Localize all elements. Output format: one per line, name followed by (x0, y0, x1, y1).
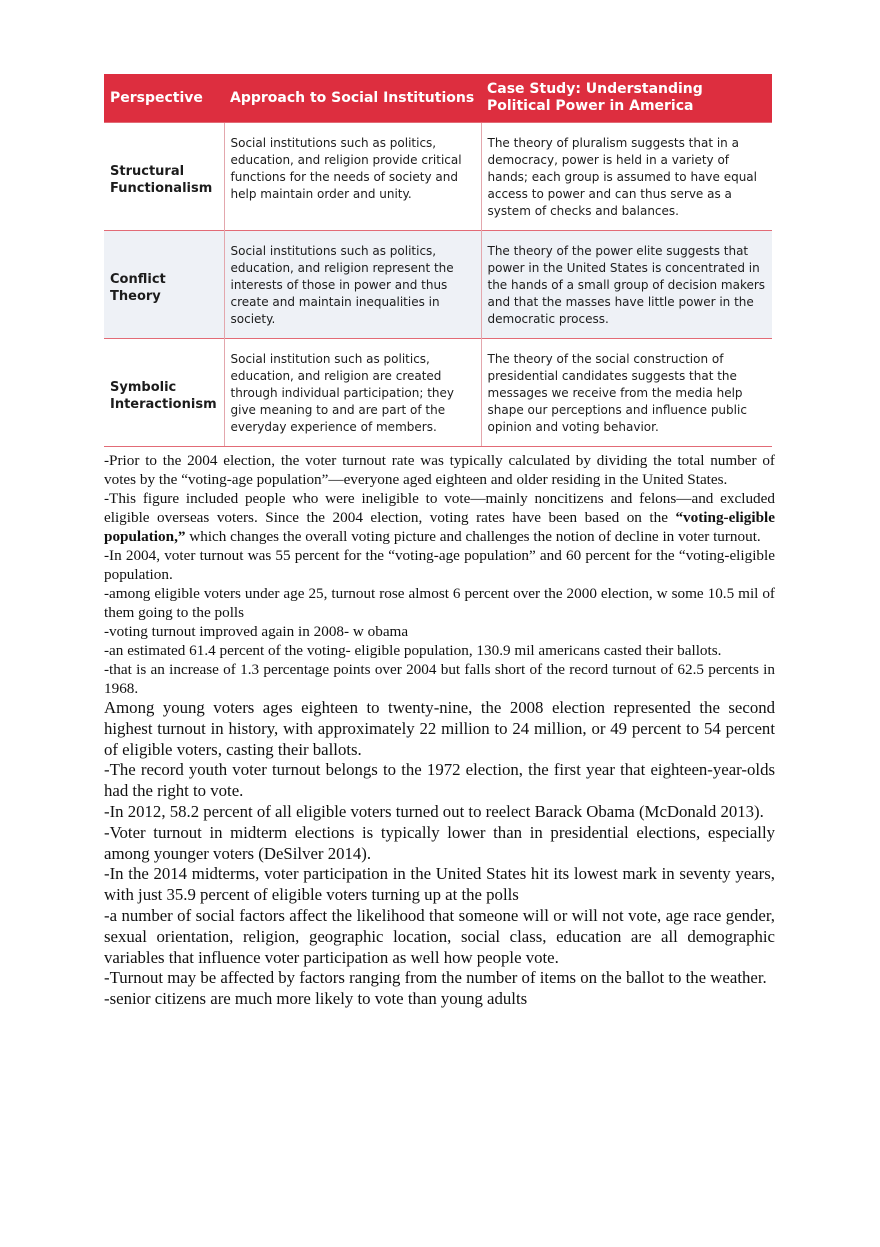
table-row (104, 231, 772, 339)
note-paragraph (104, 489, 775, 546)
row-approach: Social institution such as politics, education, and religion are created through individual participation; they give meaning to and are part of the everyday experience of members. (224, 339, 481, 447)
row-approach: Social institutions such as politics, education, and religion represent the interests of those in power and thus create and maintain inequalities in society. (224, 231, 481, 339)
note-text: -This figure included people who were ineligible to vote—mainly noncitizens and felons—and excluded eligible overseas voters. Since the 2004 election, voting rates have been based on the (104, 490, 775, 526)
note-paragraph: -In 2004, voter turnout was 55 percent for the “voting-age population” and 60 percent for the “voting-eligible population. (104, 547, 775, 583)
note-paragraph: -a number of social factors affect the likelihood that someone will or will not vote, age race gender, sexual orientation, religion, geographic location, social class, education are all demographic variables that influence voter participation as well how people vote. (104, 905, 775, 967)
note-paragraph: -The record youth voter turnout belongs to the 1972 election, the first year that eighteen-year-olds had the right to vote. (104, 760, 775, 801)
note-bold-term: “voting-eligible population,” (104, 509, 775, 545)
notes-body (104, 451, 775, 1010)
note-paragraph: -that is an increase of 1.3 percentage points over 2004 but falls short of the record turnout of 62.5 percents in 1968. (104, 661, 775, 697)
row-case-study: The theory of the social construction of presidential candidates suggests that the messages we receive from the media help shape our perceptions and influence public opinion and voting behavior. (481, 339, 772, 447)
table-row (104, 339, 772, 447)
note-paragraph: -Voter turnout in midterm elections is typically lower than in presidential elections, especially among younger voters (DeSilver 2014). (104, 822, 775, 863)
row-perspective: Structural Functionalism (104, 123, 224, 231)
note-text: which changes the overall voting picture and challenges the notion of decline in voter turnout. (185, 528, 761, 545)
row-perspective: Symbolic Interactionism (104, 339, 224, 447)
note-paragraph: -an estimated 61.4 percent of the voting- eligible population, 130.9 mil americans casted their ballots. (104, 642, 722, 659)
perspectives-table (104, 74, 772, 447)
perspectives-table-container (104, 74, 772, 447)
note-paragraph: -Turnout may be affected by factors ranging from the number of items on the ballot to the weather. (104, 968, 767, 988)
row-case-study: The theory of pluralism suggests that in a democracy, power is held in a variety of hands; each group is assumed to have equal access to power and can thus serve as a system of checks and balances. (481, 123, 772, 231)
note-paragraph: -among eligible voters under age 25, turnout rose almost 6 percent over the 2000 election, w some 10.5 mil of them going to the polls (104, 585, 775, 621)
table-header-row (104, 74, 772, 123)
note-paragraph: Among young voters ages eighteen to twenty-nine, the 2008 election represented the second highest turnout in history, with approximately 22 million to 24 million, or 49 percent to 54 percent of eligible voters, casting their ballots. (104, 698, 775, 759)
row-perspective: Conflict Theory (104, 231, 224, 339)
row-case-study: The theory of the power elite suggests that power in the United States is concentrated in the hands of a small group of decision makers and that the masses have little power in the democratic process. (481, 231, 772, 339)
table-row (104, 123, 772, 231)
header-approach: Approach to Social Institutions (224, 74, 481, 123)
note-paragraph: -In 2012, 58.2 percent of all eligible voters turned out to reelect Barack Obama (McDonald 2013). (104, 801, 764, 821)
note-paragraph: -Prior to the 2004 election, the voter turnout rate was typically calculated by dividing the total number of votes by the “voting-age population”—everyone aged eighteen and older residing in the United States. (104, 452, 775, 488)
note-paragraph: -voting turnout improved again in 2008- w obama (104, 623, 409, 640)
header-perspective: Perspective (104, 74, 224, 123)
header-case-study: Case Study: Understanding Political Power in America (481, 74, 772, 123)
note-paragraph: -In the 2014 midterms, voter participation in the United States hit its lowest mark in seventy years, with just 35.9 percent of eligible voters turning up at the polls (104, 864, 775, 905)
row-approach: Social institutions such as politics, education, and religion provide critical functions for the needs of society and help maintain order and unity. (224, 123, 481, 231)
note-paragraph: -senior citizens are much more likely to vote than young adults (104, 989, 528, 1009)
